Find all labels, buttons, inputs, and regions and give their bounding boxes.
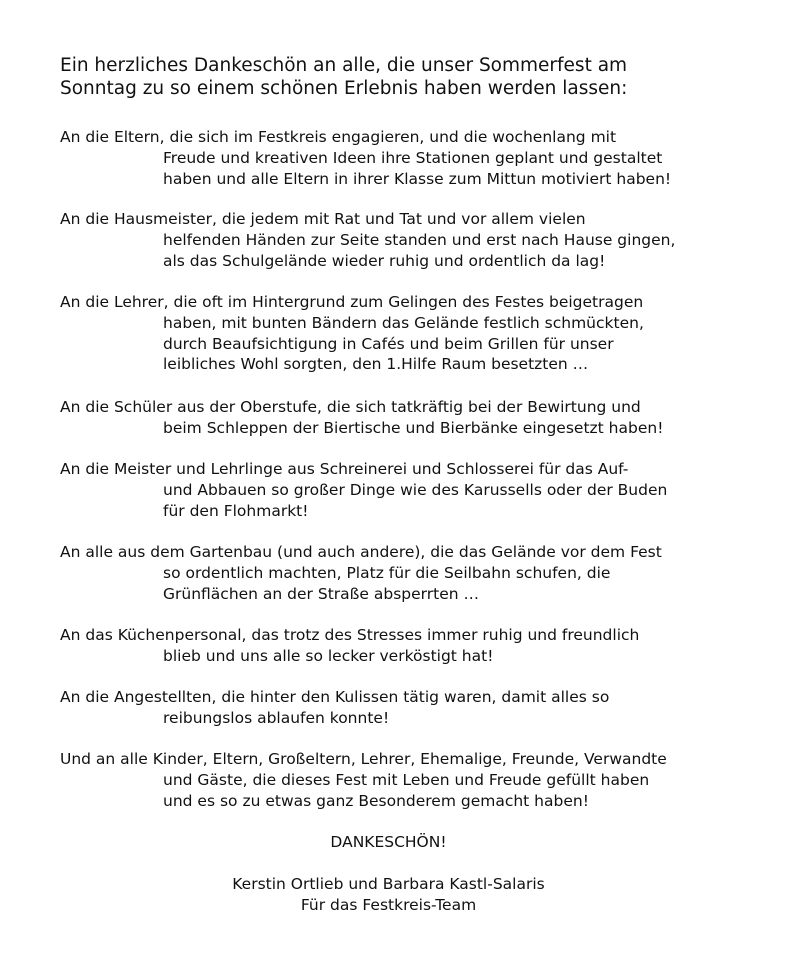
thanks-paragraph-kitchen [60,625,760,667]
paragraph-line: leibliches Wohl sorgten, den 1.Hilfe Raum besetzten … [163,355,589,374]
paragraph-first-line: An alle aus dem Gartenbau (und auch andere), die das Gelände vor dem Fest [60,543,662,561]
signature-block [0,874,781,916]
paragraph-line: für den Flohmarkt! [163,501,309,520]
paragraph-line: Grünflächen an der Straße absperrten … [163,584,479,603]
paragraph-line: und Abbauen so großer Dinge wie des Karussells oder der Buden [163,480,668,499]
paragraph-line: so ordentlich machten, Platz für die Seilbahn schufen, die [163,563,611,582]
paragraph-line: Freude und kreativen Ideen ihre Stationen geplant und gestaltet [163,148,663,167]
thanks-paragraph-gardening [60,542,760,604]
paragraph-first-line: An das Küchenpersonal, das trotz des Stresses immer ruhig und freundlich [60,626,640,644]
paragraph-first-line: An die Lehrer, die oft im Hintergrund zum Gelingen des Festes beigetragen [60,293,644,311]
paragraph-line: beim Schleppen der Biertische und Bierbänke eingesetzt haben! [163,418,664,437]
paragraph-first-line: An die Eltern, die sich im Festkreis engagieren, und die wochenlang mit [60,128,617,146]
paragraph-first-line: An die Schüler aus der Oberstufe, die sich tatkräftig bei der Bewirtung und [60,398,641,416]
signature-names: Kerstin Ortlieb und Barbara Kastl-Salaris [232,875,545,893]
paragraph-line: als das Schulgelände wieder ruhig und ordentlich da lag! [163,251,606,270]
paragraph-first-line: An die Angestellten, die hinter den Kulissen tätig waren, damit alles so [60,688,610,706]
thanks-paragraph-staff [60,687,760,729]
closing-thanks [0,832,781,853]
intro-line: Ein herzliches Dankeschön an alle, die unser Sommerfest am [60,55,628,76]
paragraph-first-line: Und an alle Kinder, Eltern, Großeltern, Lehrer, Ehemalige, Freunde, Verwandte [60,750,667,768]
paragraph-line: reibungslos ablaufen konnte! [163,708,390,727]
thanks-paragraph-parents [60,127,760,189]
signature-team: Für das Festkreis-Team [300,895,477,914]
paragraph-line: blieb und uns alle so lecker verköstigt hat! [163,646,494,665]
thanks-paragraph-students [60,397,760,439]
paragraph-first-line: An die Meister und Lehrlinge aus Schreinerei und Schlosserei für das Auf- [60,460,629,478]
intro-line: Sonntag zu so einem schönen Erlebnis haben werden lassen: [60,78,628,99]
paragraph-first-line: An die Hausmeister, die jedem mit Rat und Tat und vor allem vielen [60,210,586,228]
thanks-paragraph-everyone [60,749,760,811]
paragraph-line: und Gäste, die dieses Fest mit Leben und Freude gefüllt haben [163,770,650,789]
paragraph-line: helfenden Händen zur Seite standen und erst nach Hause gingen, [163,230,676,249]
paragraph-line: durch Beaufsichtigung in Cafés und beim Grillen für unser [163,334,614,353]
paragraph-line: haben, mit bunten Bändern das Gelände festlich schmückten, [163,313,644,332]
paragraph-line: haben und alle Eltern in ihrer Klasse zum Mittun motiviert haben! [163,169,672,188]
dankeschoen-text: DANKESCHÖN! [330,833,447,851]
thanks-paragraph-caretakers [60,209,760,271]
thanks-paragraph-craftsmen [60,459,760,521]
intro-heading [60,54,760,100]
paragraph-line: und es so zu etwas ganz Besonderem gemacht haben! [163,791,589,810]
thanks-paragraph-teachers [60,292,760,375]
